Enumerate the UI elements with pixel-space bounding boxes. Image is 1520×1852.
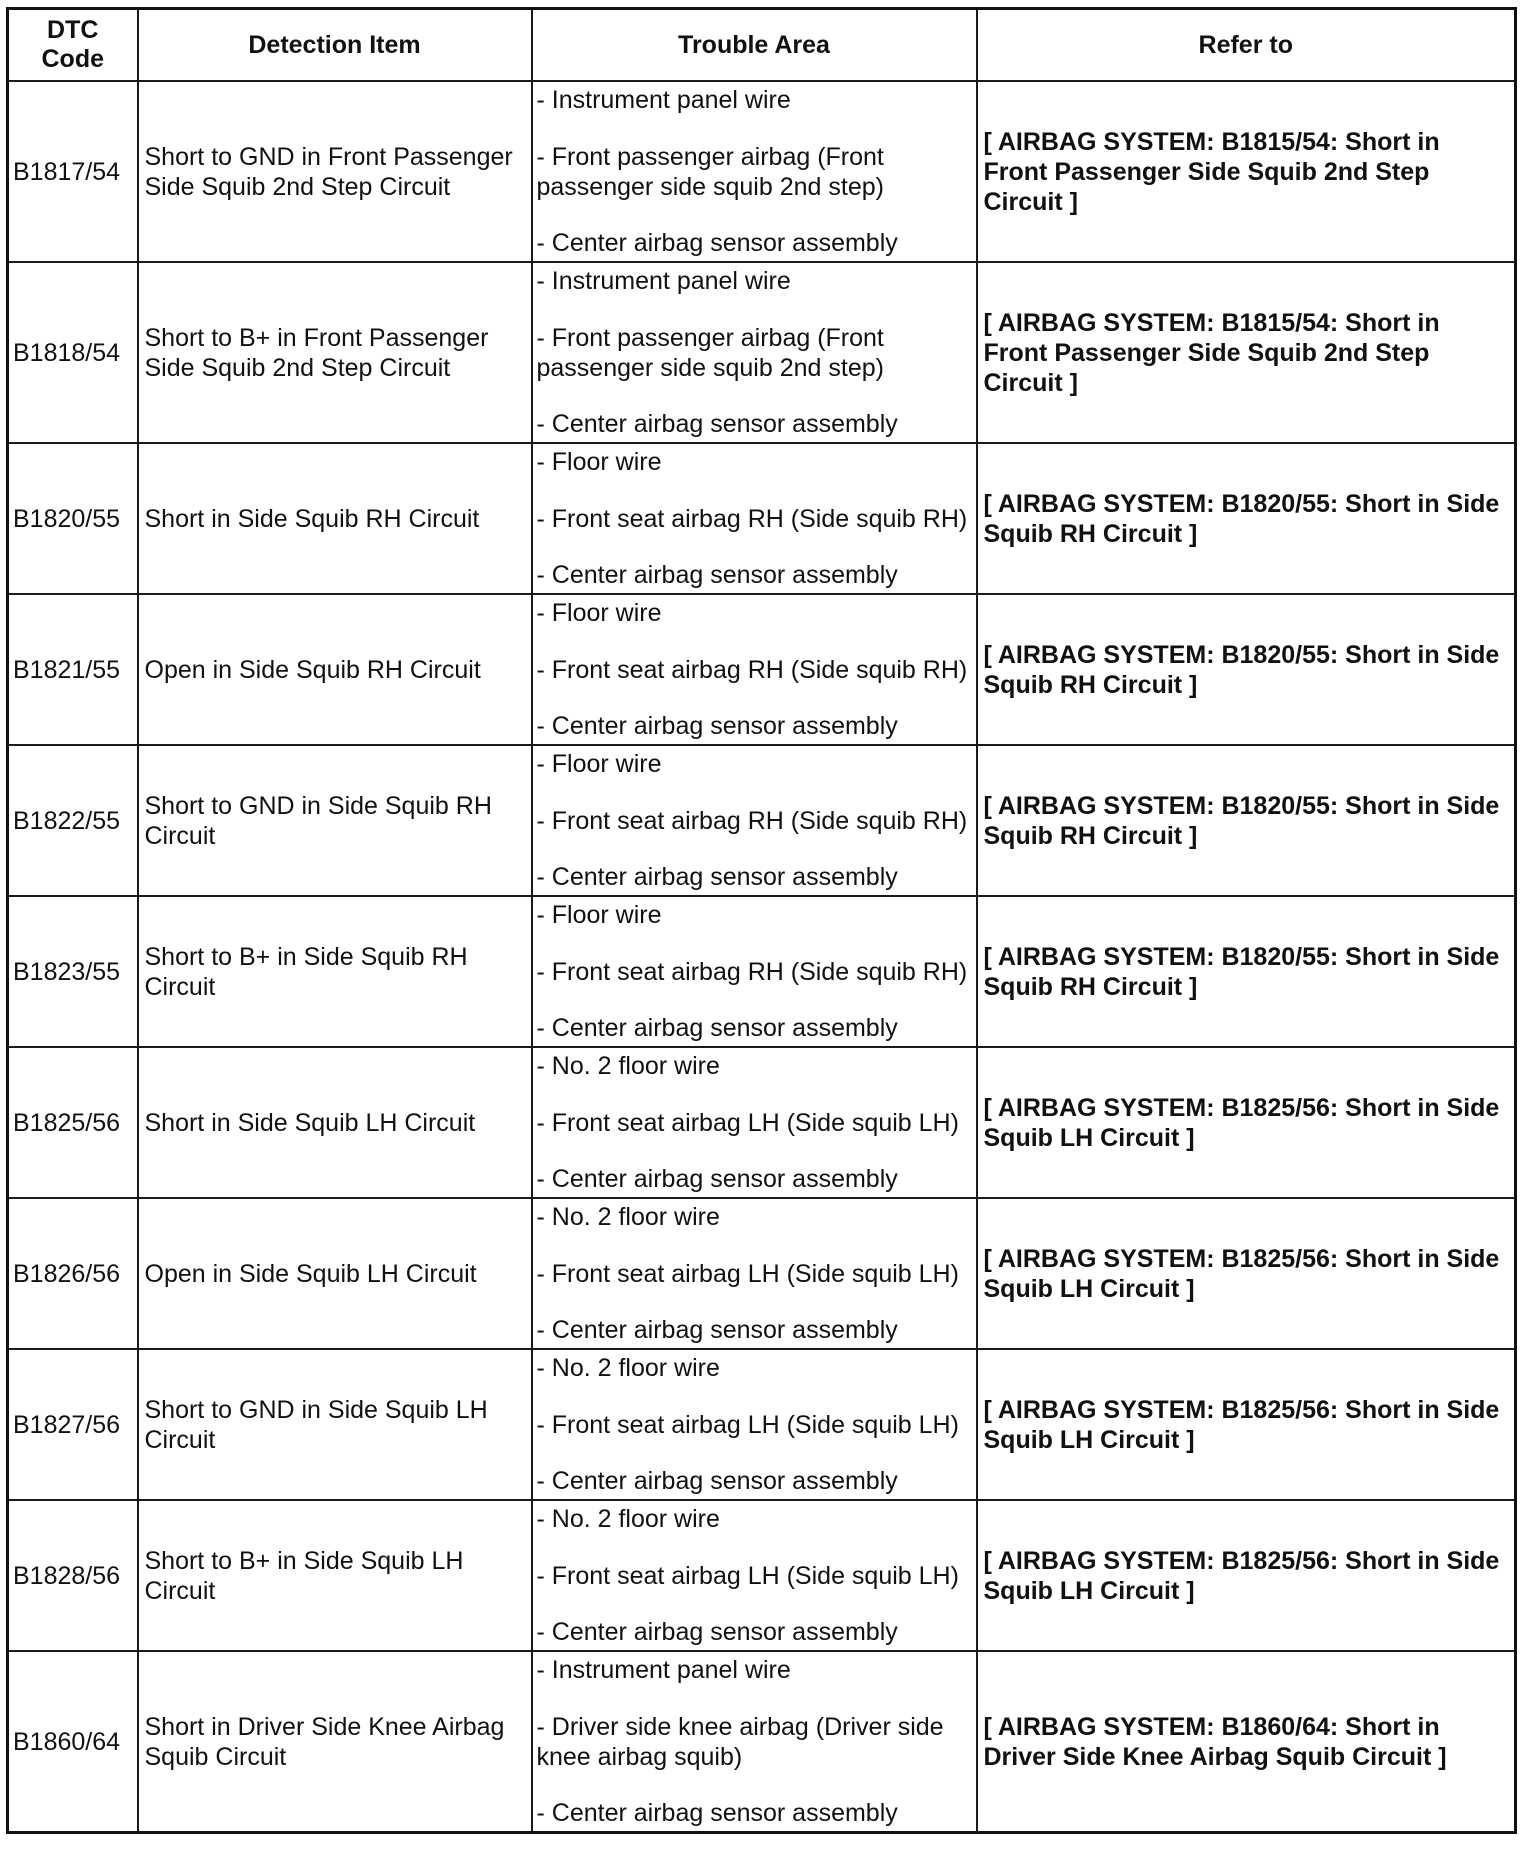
dtc-code-cell: B1822/55 bbox=[8, 745, 138, 896]
trouble-area-item: - Front seat airbag LH (Side squib LH) bbox=[536, 1561, 959, 1590]
detection-item-cell: Short to B+ in Side Squib LH Circuit bbox=[138, 1500, 532, 1651]
detection-item-cell: Short in Driver Side Knee Airbag Squib Circuit bbox=[138, 1651, 532, 1833]
dtc-code-cell: B1821/55 bbox=[8, 594, 138, 745]
detection-item-cell: Open in Side Squib LH Circuit bbox=[138, 1198, 532, 1349]
refer-to-link[interactable]: [ AIRBAG SYSTEM: B1825/56: Short in Side Squib LH Circuit ] bbox=[977, 1500, 1516, 1651]
refer-to-link[interactable]: [ AIRBAG SYSTEM: B1815/54: Short in Front Passenger Side Squib 2nd Step Circuit ] bbox=[977, 262, 1516, 443]
trouble-area-item: - Front seat airbag RH (Side squib RH) bbox=[536, 957, 968, 986]
trouble-area-cell bbox=[532, 1349, 977, 1500]
refer-to-link[interactable]: [ AIRBAG SYSTEM: B1820/55: Short in Side Squib RH Circuit ] bbox=[977, 443, 1516, 594]
trouble-area-list bbox=[537, 447, 972, 590]
trouble-area-list bbox=[537, 1353, 972, 1496]
dtc-table bbox=[6, 7, 1517, 1834]
trouble-area-item: - Center airbag sensor assembly bbox=[536, 1165, 898, 1193]
trouble-area-item: - Center airbag sensor assembly bbox=[536, 1316, 898, 1344]
trouble-area-item: - No. 2 floor wire bbox=[536, 1052, 720, 1080]
trouble-area-item: - Center airbag sensor assembly bbox=[536, 712, 898, 740]
dtc-code-cell: B1825/56 bbox=[8, 1047, 138, 1198]
refer-to-link[interactable]: [ AIRBAG SYSTEM: B1815/54: Short in Front Passenger Side Squib 2nd Step Circuit ] bbox=[977, 81, 1516, 262]
trouble-area-item: - Front seat airbag RH (Side squib RH) bbox=[536, 504, 968, 533]
detection-item-cell: Short to B+ in Side Squib RH Circuit bbox=[138, 896, 532, 1047]
trouble-area-cell bbox=[532, 745, 977, 896]
trouble-area-item: - Front passenger airbag (Front passenger side squib 2nd step) bbox=[536, 323, 884, 382]
dtc-code-cell: B1828/56 bbox=[8, 1500, 138, 1651]
detection-item-cell: Short in Side Squib LH Circuit bbox=[138, 1047, 532, 1198]
trouble-area-item: - No. 2 floor wire bbox=[536, 1505, 720, 1533]
trouble-area-item: - Center airbag sensor assembly bbox=[536, 229, 898, 257]
trouble-area-item: - Driver side knee airbag (Driver side knee airbag squib) bbox=[536, 1712, 944, 1771]
trouble-area-list bbox=[537, 900, 972, 1043]
trouble-area-cell bbox=[532, 1198, 977, 1349]
dtc-code-cell: B1817/54 bbox=[8, 81, 138, 262]
trouble-area-item: - Center airbag sensor assembly bbox=[536, 1467, 898, 1495]
table-body bbox=[8, 81, 1516, 1833]
detection-item-cell: Short to GND in Front Passenger Side Squib 2nd Step Circuit bbox=[138, 81, 532, 262]
detection-item-cell: Short to GND in Side Squib LH Circuit bbox=[138, 1349, 532, 1500]
trouble-area-item: - Instrument panel wire bbox=[536, 86, 791, 114]
trouble-area-item: - Instrument panel wire bbox=[536, 1656, 791, 1684]
trouble-area-cell bbox=[532, 262, 977, 443]
table-row bbox=[8, 745, 1516, 896]
dtc-code-cell: B1820/55 bbox=[8, 443, 138, 594]
trouble-area-list bbox=[537, 1504, 972, 1647]
table-row bbox=[8, 81, 1516, 262]
dtc-code-cell: B1823/55 bbox=[8, 896, 138, 1047]
detection-item-cell: Short in Side Squib RH Circuit bbox=[138, 443, 532, 594]
header-row bbox=[8, 9, 1516, 82]
trouble-area-item: - Front passenger airbag (Front passenger side squib 2nd step) bbox=[536, 142, 884, 201]
table-row bbox=[8, 262, 1516, 443]
refer-to-link[interactable]: [ AIRBAG SYSTEM: B1860/64: Short in Driver Side Knee Airbag Squib Circuit ] bbox=[977, 1651, 1516, 1833]
trouble-area-item: - Center airbag sensor assembly bbox=[536, 410, 898, 438]
header-refer-to: Refer to bbox=[977, 9, 1516, 82]
dtc-code-cell: B1860/64 bbox=[8, 1651, 138, 1833]
trouble-area-item: - No. 2 floor wire bbox=[536, 1354, 720, 1382]
trouble-area-item: - Front seat airbag RH (Side squib RH) bbox=[536, 655, 968, 684]
table-row bbox=[8, 1047, 1516, 1198]
trouble-area-cell bbox=[532, 443, 977, 594]
refer-to-link[interactable]: [ AIRBAG SYSTEM: B1825/56: Short in Side Squib LH Circuit ] bbox=[977, 1047, 1516, 1198]
trouble-area-item: - Instrument panel wire bbox=[536, 267, 791, 295]
trouble-area-item: - Center airbag sensor assembly bbox=[536, 1799, 898, 1827]
dtc-code-cell: B1826/56 bbox=[8, 1198, 138, 1349]
header-dtc-code: DTC Code bbox=[8, 9, 138, 82]
refer-to-link[interactable]: [ AIRBAG SYSTEM: B1825/56: Short in Side Squib LH Circuit ] bbox=[977, 1198, 1516, 1349]
trouble-area-cell bbox=[532, 1500, 977, 1651]
header-detection-item: Detection Item bbox=[138, 9, 532, 82]
trouble-area-cell bbox=[532, 594, 977, 745]
trouble-area-item: - Floor wire bbox=[536, 448, 662, 476]
trouble-area-item: - Front seat airbag LH (Side squib LH) bbox=[536, 1108, 959, 1137]
trouble-area-list bbox=[537, 1202, 972, 1345]
detection-item-cell: Open in Side Squib RH Circuit bbox=[138, 594, 532, 745]
trouble-area-cell bbox=[532, 1651, 977, 1833]
dtc-code-cell: B1827/56 bbox=[8, 1349, 138, 1500]
table-row bbox=[8, 1651, 1516, 1833]
table-row bbox=[8, 594, 1516, 745]
trouble-area-item: - Floor wire bbox=[536, 901, 662, 929]
refer-to-link[interactable]: [ AIRBAG SYSTEM: B1820/55: Short in Side Squib RH Circuit ] bbox=[977, 594, 1516, 745]
trouble-area-item: - Floor wire bbox=[536, 750, 662, 778]
trouble-area-cell bbox=[532, 81, 977, 262]
trouble-area-item: - Center airbag sensor assembly bbox=[536, 561, 898, 589]
trouble-area-item: - Center airbag sensor assembly bbox=[536, 1014, 898, 1042]
trouble-area-item: - No. 2 floor wire bbox=[536, 1203, 720, 1231]
trouble-area-list bbox=[537, 598, 972, 741]
trouble-area-list bbox=[537, 1655, 972, 1828]
refer-to-link[interactable]: [ AIRBAG SYSTEM: B1825/56: Short in Side Squib LH Circuit ] bbox=[977, 1349, 1516, 1500]
trouble-area-list bbox=[537, 749, 972, 892]
table-row bbox=[8, 1500, 1516, 1651]
trouble-area-list bbox=[537, 85, 972, 258]
trouble-area-item: - Front seat airbag LH (Side squib LH) bbox=[536, 1410, 959, 1439]
refer-to-link[interactable]: [ AIRBAG SYSTEM: B1820/55: Short in Side Squib RH Circuit ] bbox=[977, 745, 1516, 896]
dtc-code-cell: B1818/54 bbox=[8, 262, 138, 443]
trouble-area-item: - Center airbag sensor assembly bbox=[536, 1618, 898, 1646]
refer-to-link[interactable]: [ AIRBAG SYSTEM: B1820/55: Short in Side Squib RH Circuit ] bbox=[977, 896, 1516, 1047]
trouble-area-item: - Front seat airbag RH (Side squib RH) bbox=[536, 806, 968, 835]
table-row bbox=[8, 896, 1516, 1047]
trouble-area-item: - Floor wire bbox=[536, 599, 662, 627]
trouble-area-cell bbox=[532, 896, 977, 1047]
header-trouble-area: Trouble Area bbox=[532, 9, 977, 82]
trouble-area-item: - Front seat airbag LH (Side squib LH) bbox=[536, 1259, 959, 1288]
trouble-area-item: - Center airbag sensor assembly bbox=[536, 863, 898, 891]
trouble-area-cell bbox=[532, 1047, 977, 1198]
table-header bbox=[8, 9, 1516, 82]
table-row bbox=[8, 1349, 1516, 1500]
trouble-area-list bbox=[537, 266, 972, 439]
detection-item-cell: Short to GND in Side Squib RH Circuit bbox=[138, 745, 532, 896]
table-row bbox=[8, 443, 1516, 594]
trouble-area-list bbox=[537, 1051, 972, 1194]
detection-item-cell: Short to B+ in Front Passenger Side Squib 2nd Step Circuit bbox=[138, 262, 532, 443]
table-row bbox=[8, 1198, 1516, 1349]
